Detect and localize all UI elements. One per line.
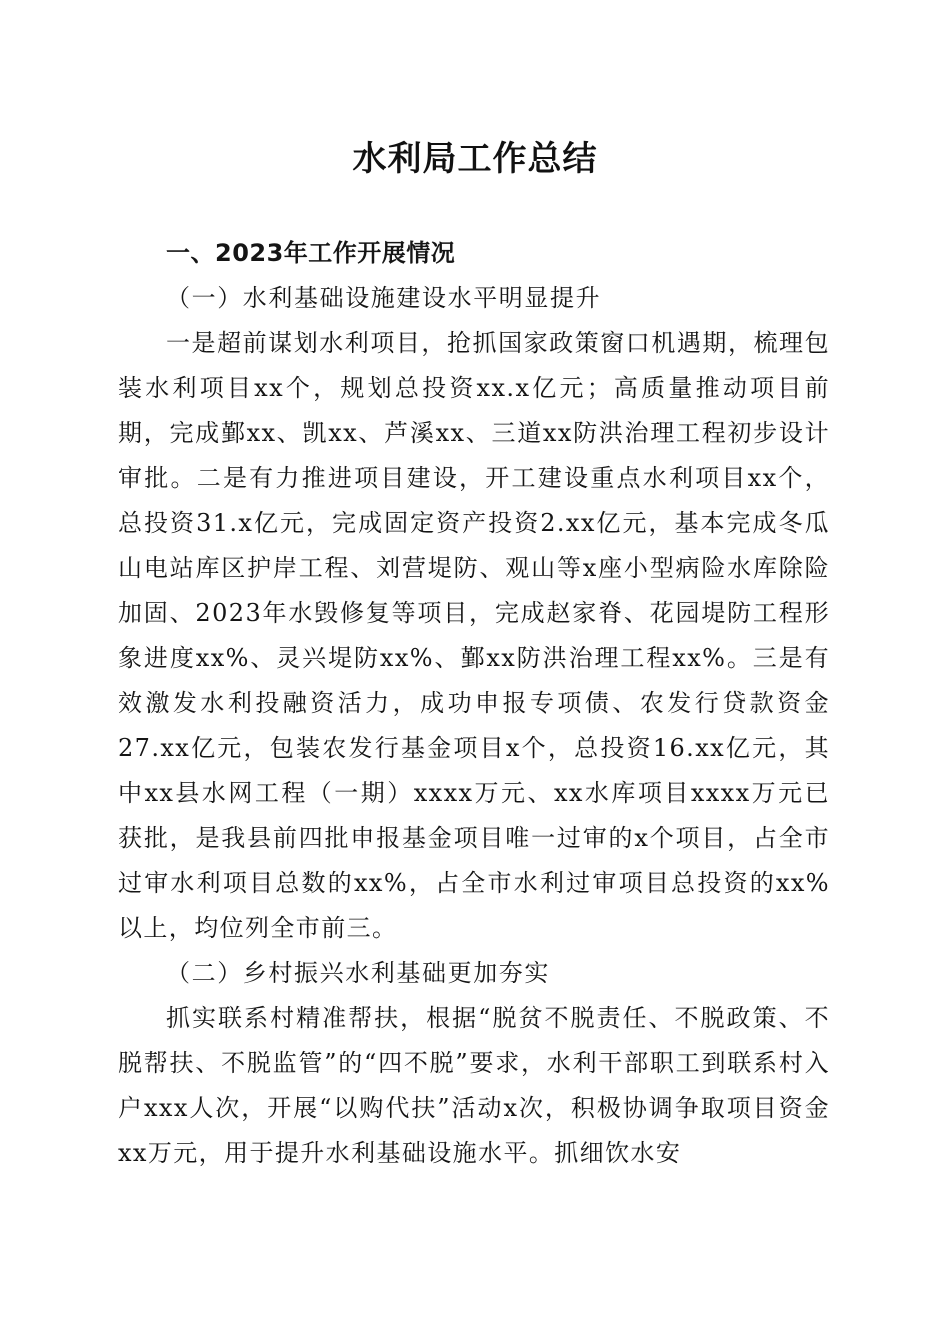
section-heading-1: 一、2023年工作开展情况 — [166, 239, 456, 267]
subsection-heading-1: （一）水利基础设施建设水平明显提升 — [166, 284, 602, 312]
paragraph-1: 一是超前谋划水利项目，抢抓国家政策窗口机遇期，梳理包装水利项目xx个，规划总投资xx.x亿元；高质量推动项目前期，完成鄞xx、凯xx、芦溪xx、三道xx防洪治理工程初步设计审批。二是有力推进项目建设，开工建设重点水利项目xx个，总投资31.x亿元，完成固定资产投资2.xx亿元，基本完成冬瓜山电站库区护岸工程、刘营堤防、观山等x座小型病险水库除险加固、2023年水毁修复等项目，完成赵家脊、花园堤防工程形象进度xx%、灵兴堤防xx%、鄞xx防洪治理工程xx%。三是有效激发水利投融资活力，成功申报专项债、农发行贷款资金27.xx亿元，包装农发行基金项目x个，总投资16.xx亿元，其中xx县水网工程（一期）xxxx万元、xx水库项目xxxx万元已获批，是我县前四批申报基金项目唯一过审的x个项目，占全市过审水利项目总数的xx%，占全市水利过审项目总投资的xx%以上，均位列全市前三。 — [118, 329, 830, 942]
document-body — [118, 231, 830, 1176]
subsection-heading-2: （二）乡村振兴水利基础更加夯实 — [166, 959, 550, 987]
paragraph-2: 抓实联系村精准帮扶，根据“脱贫不脱责任、不脱政策、不脱帮扶、不脱监管”的“四不脱”要求，水利干部职工到联系村入户xxx人次，开展“以购代扶”活动x次，积极协调争取项目资金xx万元，用于提升水利基础设施水平。抓细饮水安 — [118, 1004, 830, 1167]
document-title: 水利局工作总结 — [352, 139, 598, 179]
